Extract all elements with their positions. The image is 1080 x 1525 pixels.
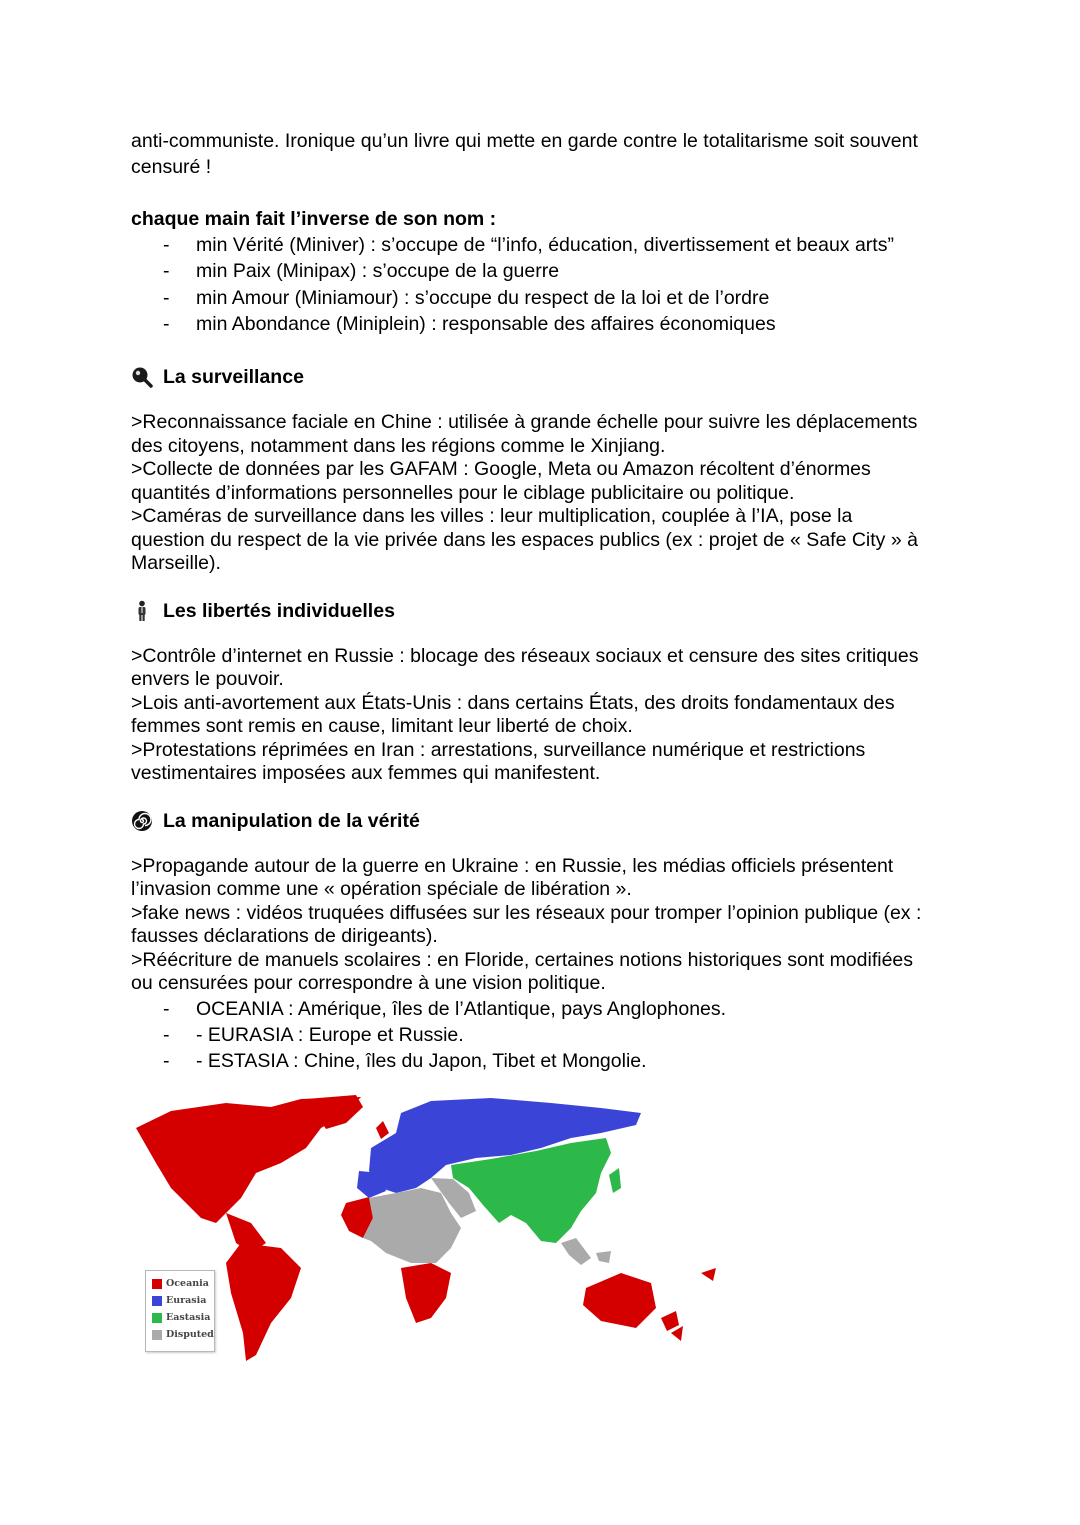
magnifier-icon <box>131 366 153 388</box>
body-line: >Caméras de surveillance dans les villes : leur multiplication, couplée à l’IA, pose la <box>131 505 853 528</box>
world-map <box>131 1093 731 1365</box>
body-line: question du respect de la vie privée dans les espaces publics (ex : projet de « Safe City » à <box>131 528 918 551</box>
section-heading-surveillance: La surveillance <box>131 364 951 390</box>
body-line: femmes sont remis en cause, limitant leur liberté de choix. <box>131 715 633 738</box>
body-line: >Protestations réprimées en Iran : arrestations, surveillance numérique et restrictions <box>131 738 866 761</box>
intro-line: censuré ! <box>131 156 212 178</box>
body-line: >Propagande autour de la guerre en Ukraine : en Russie, les médias officiels présentent <box>131 854 894 877</box>
body-line: l’invasion comme une « opération spéciale de libération ». <box>131 878 632 901</box>
body-line: envers le pouvoir. <box>131 668 284 691</box>
section-body-libertes <box>131 645 951 786</box>
legend-item-oceania: Oceania <box>146 1275 214 1292</box>
world-map-graphic <box>131 1093 731 1365</box>
body-line: des citoyens, notamment dans les régions comme le Xinjiang. <box>131 434 666 457</box>
legend-swatch <box>152 1296 162 1306</box>
legend-swatch <box>152 1279 162 1289</box>
body-line: vestimentaires imposées aux femmes qui manifestent. <box>131 762 601 785</box>
body-line: >Collecte de données par les GAFAM : Google, Meta ou Amazon récoltent d’énormes <box>131 458 871 481</box>
list-item: - OCEANIA : Amérique, îles de l’Atlantique, pays Anglophones. <box>163 997 727 1020</box>
body-line: ou censurées pour correspondre à une vision politique. <box>131 972 606 995</box>
body-line: >Reconnaissance faciale en Chine : utilisée à grande échelle pour suivre les déplacements <box>131 411 918 434</box>
body-line: >Contrôle d’internet en Russie : blocage des réseaux sociaux et censure des sites critiques <box>131 644 919 667</box>
body-line: fausses déclarations de dirigeants). <box>131 925 438 948</box>
list-item: - - EURASIA : Europe et Russie. <box>163 1023 464 1046</box>
ministries-title: chaque main fait l’inverse de son nom : <box>131 208 497 230</box>
legend-item-eastasia: Eastasia <box>146 1309 214 1326</box>
legend-swatch <box>152 1313 162 1323</box>
legend-swatch <box>152 1330 162 1340</box>
legend-item-eurasia: Eurasia <box>146 1292 214 1309</box>
list-item: - min Amour (Miniamour) : s’occupe du respect de la loi et de l’ordre <box>163 286 770 309</box>
list-item: - min Vérité (Miniver) : s’occupe de “l’info, éducation, divertissement et beaux arts” <box>163 234 894 256</box>
section-heading-libertes: Les libertés individuelles <box>131 598 951 624</box>
body-line: >Lois anti-avortement aux États-Unis : dans certains États, des droits fondamentaux des <box>131 691 895 714</box>
list-item: - min Paix (Minipax) : s’occupe de la guerre <box>163 260 560 283</box>
section-body-surveillance <box>131 411 951 576</box>
map-legend <box>145 1270 215 1352</box>
ministries-list <box>131 232 951 337</box>
body-line: >fake news : vidéos truquées diffusées sur les réseaux pour tromper l’opinion publique (ex : <box>131 901 922 924</box>
section-heading-manipulation: La manipulation de la vérité <box>131 808 951 834</box>
body-line: >Réécriture de manuels scolaires : en Floride, certaines notions historiques sont modifiées <box>131 948 914 971</box>
intro-line: anti-communiste. Ironique qu’un livre qui mette en garde contre le totalitarisme soit souvent <box>131 130 918 152</box>
person-icon <box>131 600 153 622</box>
body-line: quantités d’informations personnelles pour le ciblage publicitaire ou politique. <box>131 481 795 504</box>
body-line: Marseille). <box>131 552 221 575</box>
document-page <box>131 128 951 1075</box>
spiral-icon <box>131 810 153 832</box>
list-item: - min Abondance (Miniplein) : responsable des affaires économiques <box>163 312 776 335</box>
section-body-manipulation <box>131 855 951 996</box>
blocs-list <box>131 996 951 1075</box>
legend-item-disputed: Disputed <box>146 1326 214 1343</box>
list-item: - - ESTASIA : Chine, îles du Japon, Tibet et Mongolie. <box>163 1050 647 1073</box>
